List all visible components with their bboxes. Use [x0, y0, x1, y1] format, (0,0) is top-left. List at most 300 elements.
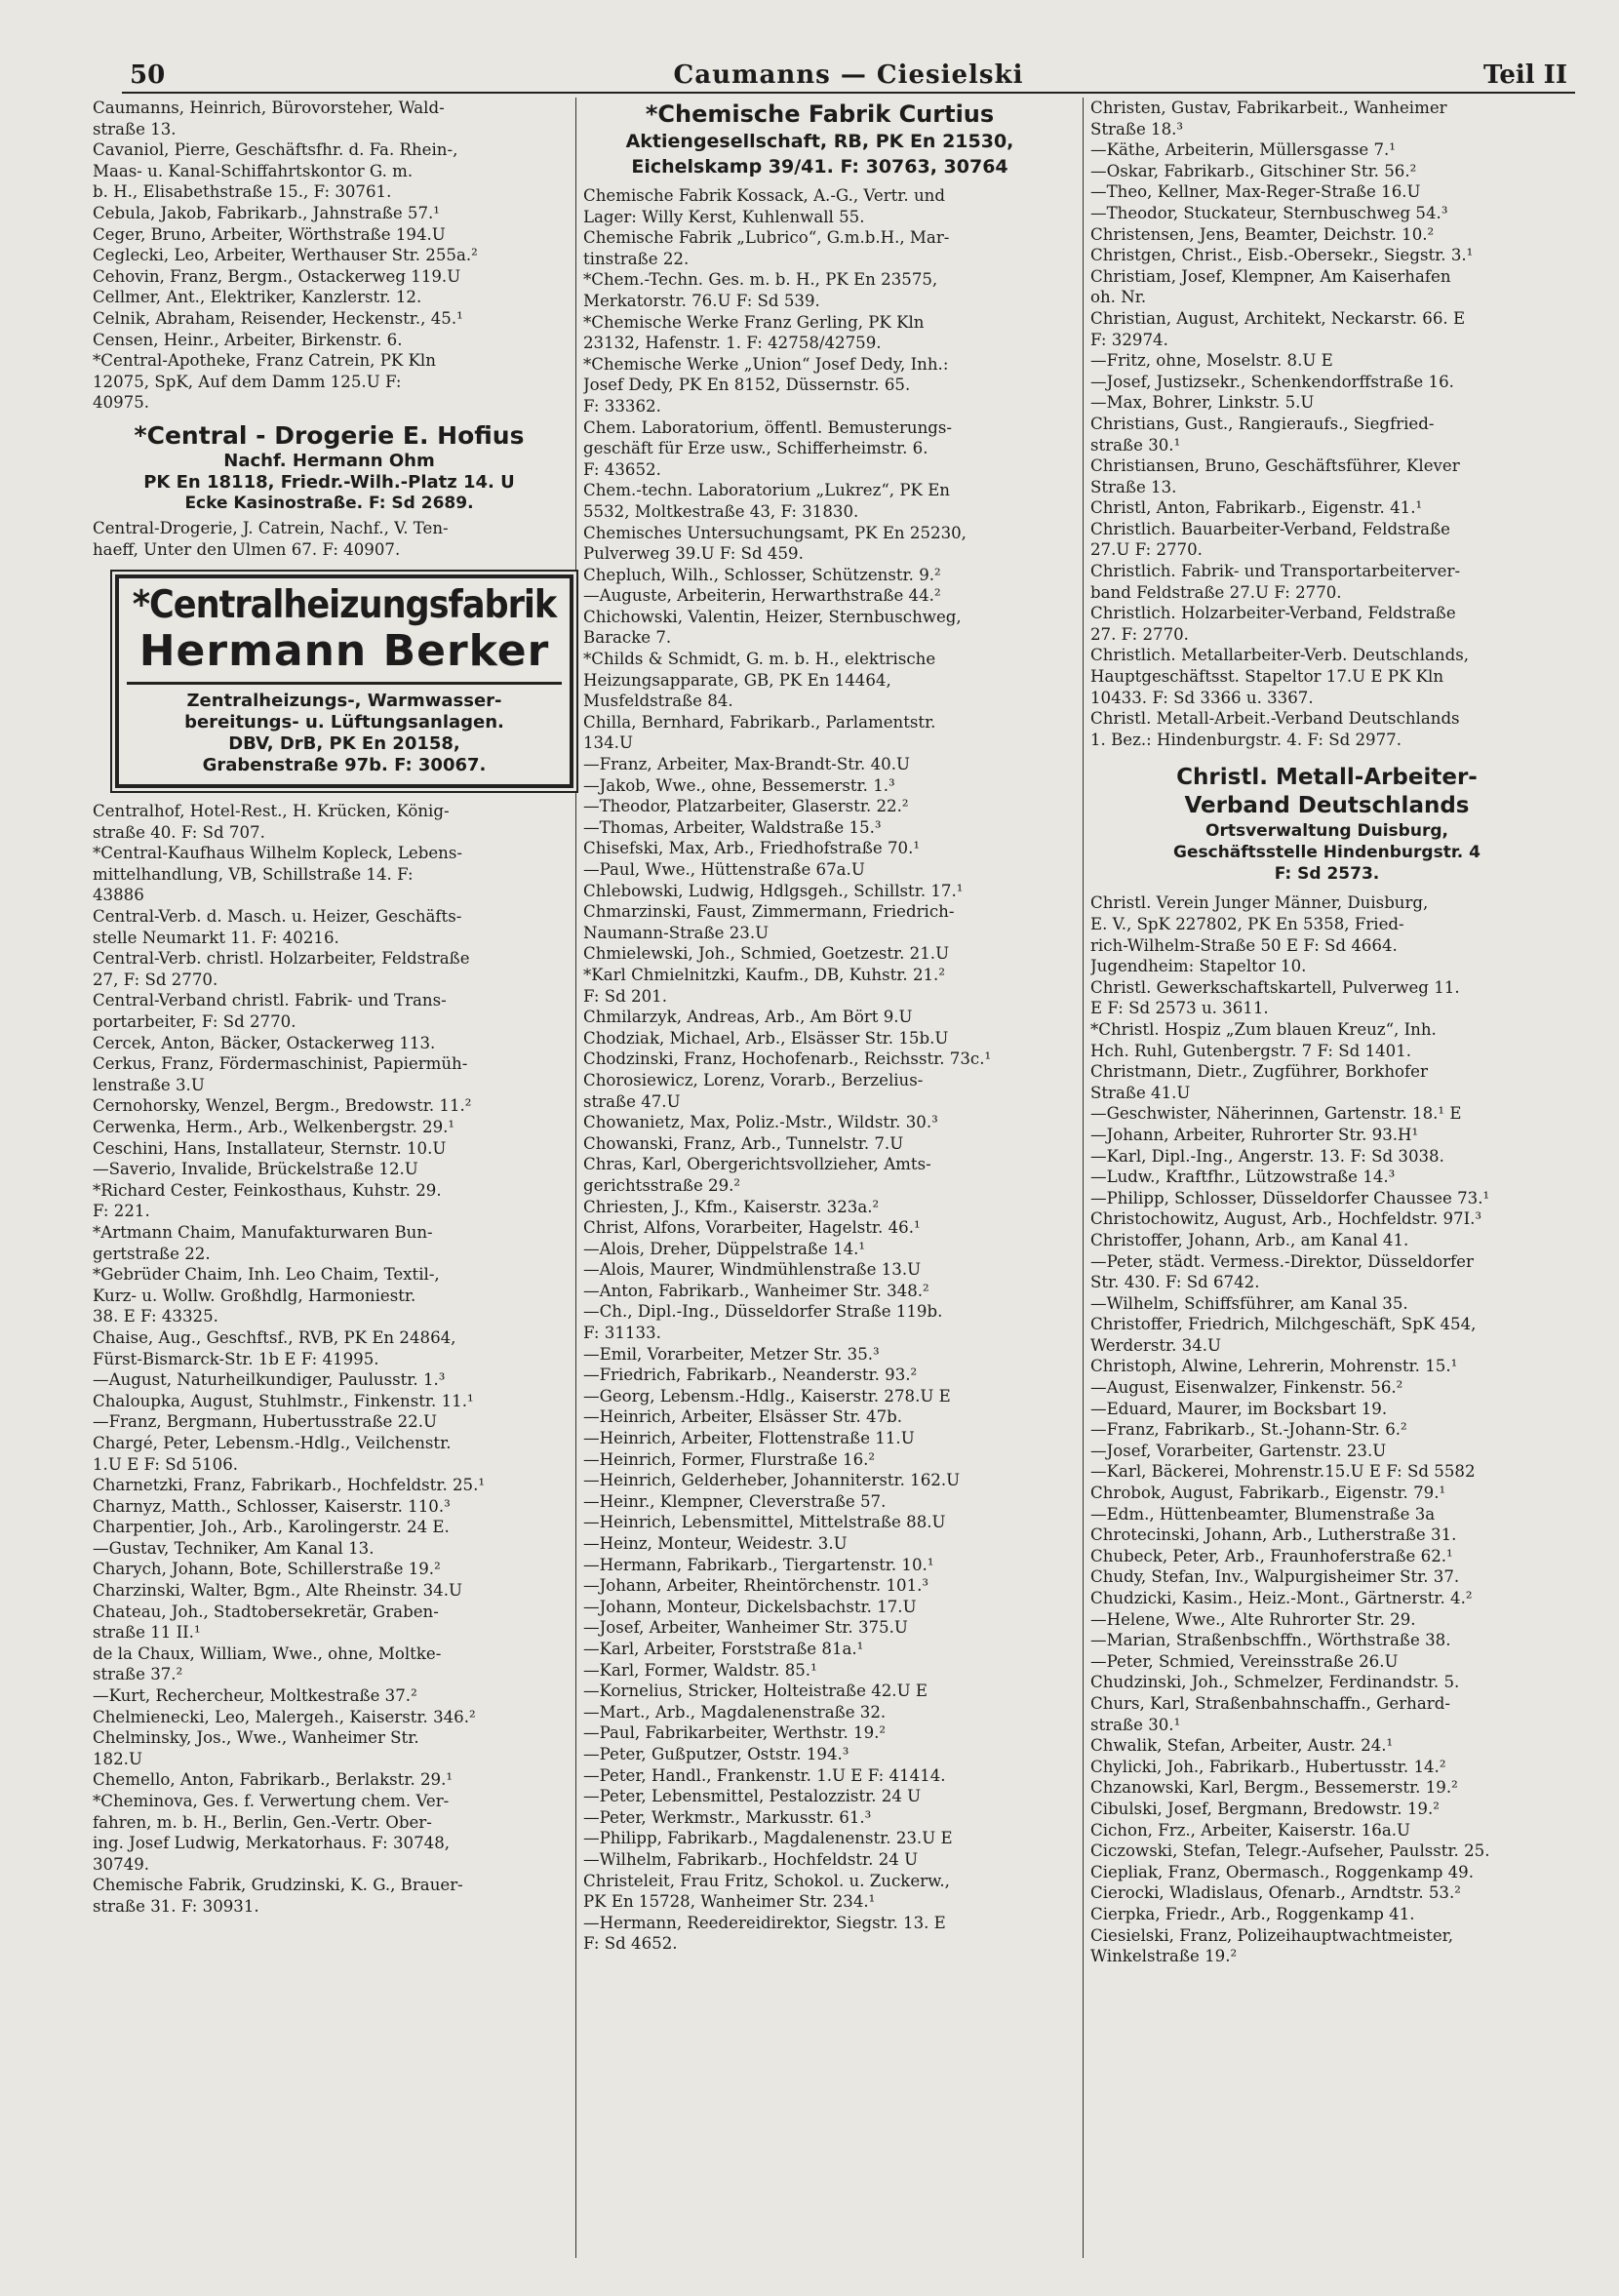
- directory-entry: [583, 1597, 1056, 1618]
- entry-line: *Chemische Werke Franz Gerling, PK Kln: [583, 312, 925, 332]
- directory-entry: [93, 287, 566, 308]
- directory-entry: [583, 1871, 1056, 1913]
- entry-line: —Anton, Fabrikarb., Wanheimer Str. 348.²: [583, 1281, 929, 1300]
- entry-line: 182.U: [93, 1749, 142, 1768]
- entry-line: —Franz, Fabrikarb., St.-Johann-Str. 6.²: [1090, 1420, 1407, 1440]
- directory-entry: [1090, 1672, 1563, 1693]
- directory-entry: [93, 1875, 566, 1917]
- entry-line: Christlich. Bauarbeiter-Verband, Feldstraße: [1090, 519, 1450, 538]
- entry-line: Chmielewski, Joh., Schmied, Goetzestr. 21.U: [583, 944, 950, 964]
- directory-entry: [1090, 1293, 1563, 1315]
- entry-line: ing. Josef Ludwig, Merkatorhaus. F: 30748,: [93, 1834, 451, 1853]
- directory-entry: [583, 585, 1056, 607]
- directory-entry: [583, 1639, 1056, 1660]
- directory-entry: [583, 227, 1056, 269]
- directory-entry: [583, 859, 1056, 881]
- entry-line: —Jakob, Wwe., ohne, Bessemerstr. 1.³: [583, 775, 895, 795]
- entry-line: Chubeck, Peter, Arb., Fraunhoferstraße 62.¹: [1090, 1546, 1453, 1565]
- entry-line: Christl. Verein Junger Männer, Duisburg,: [1090, 893, 1429, 913]
- entry-line: —Heinr., Klempner, Cleverstraße 57.: [583, 1491, 887, 1511]
- entry-line: straße 13.: [93, 119, 177, 139]
- entry-line: Chem. Laboratorium, öffentl. Bemusterungs-: [583, 417, 953, 437]
- ad-line: Nachf. Hermann Ohm: [223, 450, 435, 471]
- entry-line: —Theo, Kellner, Max-Reger-Straße 16.U: [1090, 182, 1421, 202]
- directory-entry: [583, 523, 1056, 565]
- directory-entry: [93, 350, 566, 414]
- directory-entry: [1090, 414, 1563, 455]
- entry-line: —Friedrich, Fabrikarb., Neanderstr. 93.²: [583, 1366, 918, 1385]
- directory-entry: [1090, 1146, 1563, 1168]
- directory-entry: [93, 948, 566, 990]
- entry-line: Christgen, Christ., Eisb.-Obersekr., Siegstr. 3.¹: [1090, 246, 1474, 265]
- directory-entry: [583, 417, 1056, 481]
- entry-line: —Hermann, Reedereidirektor, Siegstr. 13. E: [583, 1913, 946, 1932]
- directory-entry: [1090, 308, 1563, 350]
- directory-entry: [93, 1138, 566, 1160]
- entry-line: Chriesten, J., Kfm., Kaiserstr. 323a.²: [583, 1197, 880, 1216]
- entry-line: —Peter, Werkmstr., Markusstr. 61.³: [583, 1807, 872, 1827]
- entry-line: Charych, Johann, Bote, Schillerstraße 19.²: [93, 1560, 441, 1579]
- entry-line: Charnetzki, Franz, Fabrikarb., Hochfeldstr. 25.¹: [93, 1476, 486, 1495]
- directory-entry: [583, 838, 1056, 859]
- entry-line: Chras, Karl, Obergerichtsvollzieher, Amts-: [583, 1155, 931, 1174]
- page-number: 50: [130, 60, 166, 90]
- ad-line: Grabenstraße 97b. F: 30067.: [202, 755, 487, 776]
- entry-line: Christiam, Josef, Klempner, Am Kaiserhafen: [1090, 266, 1451, 286]
- ad-line: Aktiengesellschaft, RB, PK En 21530,: [625, 131, 1014, 152]
- entry-line: —Fritz, ohne, Moselstr. 8.U E: [1090, 351, 1333, 371]
- entry-line: —Heinrich, Lebensmittel, Mittelstraße 88.U: [583, 1513, 946, 1532]
- entry-line: straße 47.U: [583, 1091, 681, 1111]
- directory-entry: [583, 881, 1056, 902]
- entry-line: Charzinski, Walter, Bgm., Alte Rheinstr. 34.U: [93, 1581, 462, 1601]
- entry-line: *Gebrüder Chaim, Inh. Leo Chaim, Textil-,: [93, 1265, 440, 1285]
- directory-entry: [583, 1281, 1056, 1302]
- directory-entry: [93, 1643, 566, 1685]
- entry-line: Cierpka, Friedr., Arb., Roggenkamp 41.: [1090, 1904, 1415, 1923]
- directory-entry: [583, 1197, 1056, 1218]
- entry-line: 27. F: 2770.: [1090, 624, 1189, 644]
- entry-line: —Josef, Vorarbeiter, Gartenstr. 23.U: [1090, 1441, 1387, 1460]
- entry-line: E. V., SpK 227802, PK En 5358, Fried-: [1090, 915, 1404, 933]
- entry-line: Naumann-Straße 23.U: [583, 923, 770, 942]
- entry-line: Chemische Fabrik, Grudzinski, K. G., Brauer-: [93, 1876, 463, 1895]
- ad-line: Ortsverwaltung Duisburg,: [1205, 821, 1448, 842]
- entry-line: Christlich. Metallarbeiter-Verb. Deutschlands,: [1090, 646, 1469, 665]
- entry-line: —Heinrich, Arbeiter, Flottenstraße 11.U: [583, 1429, 915, 1448]
- entry-line: Ciesielski, Franz, Polizeihauptwachtmeister,: [1090, 1925, 1454, 1945]
- entry-line: 38. E F: 43325.: [93, 1307, 218, 1326]
- entry-line: Christl. Gewerkschaftskartell, Pulverweg 11.: [1090, 977, 1460, 997]
- directory-entry: [93, 1033, 566, 1054]
- entry-line: Central-Verband christl. Fabrik- und Trans-: [93, 991, 447, 1010]
- directory-entry: [583, 312, 1056, 354]
- directory-entry: [93, 1475, 566, 1496]
- entry-line: —August, Eisenwalzer, Finkenstr. 56.²: [1090, 1378, 1403, 1398]
- directory-entry: [93, 906, 566, 948]
- directory-entry: [1090, 1799, 1563, 1820]
- entry-line: —Johann, Arbeiter, Ruhrorter Str. 93.H¹: [1090, 1125, 1419, 1144]
- directory-entry: [583, 943, 1056, 965]
- entry-line: 1.U E F: Sd 5106.: [93, 1454, 239, 1474]
- entry-line: —Theodor, Stuckateur, Sternbuschweg 54.³: [1090, 203, 1448, 222]
- entry-line: Christochowitz, August, Arb., Hochfeldstr. 97I.³: [1090, 1209, 1482, 1229]
- entry-line: Christiansen, Bruno, Geschäftsführer, Klever: [1090, 456, 1460, 476]
- directory-entry: [583, 185, 1056, 227]
- entry-line: straße 30.¹: [1090, 1715, 1181, 1734]
- entry-line: *Central-Kaufhaus Wilhelm Kopleck, Lebens-: [93, 844, 462, 863]
- entry-line: Chem.-techn. Laboratorium „Lukrez“, PK En: [583, 481, 950, 500]
- page-header: [122, 59, 1575, 92]
- entry-line: Christl, Anton, Fabrikarb., Eigenstr. 41.¹: [1090, 498, 1423, 518]
- ad-title: Verband Deutschlands: [1184, 793, 1470, 819]
- directory-entry: [93, 801, 566, 843]
- entry-line: Chodzinski, Franz, Hochofenarb., Reichsstr. 73c.¹: [583, 1049, 992, 1069]
- directory-entry: [583, 1133, 1056, 1155]
- directory-entry: [1090, 497, 1563, 519]
- entry-line: —Marian, Straßenbschffn., Wörthstraße 38.: [1090, 1631, 1451, 1650]
- entry-line: Chaise, Aug., Geschftsf., RVB, PK En 24864,: [93, 1327, 456, 1347]
- directory-entry: [1090, 1188, 1563, 1209]
- ad-line: Geschäftsstelle Hindenburgstr. 4: [1173, 843, 1481, 863]
- entry-line: 43886: [93, 886, 144, 905]
- entry-line: —Mart., Arb., Magdalenenstraße 32.: [583, 1702, 887, 1722]
- directory-entry: [93, 245, 566, 266]
- entry-line: —Käthe, Arbeiterin, Müllersgasse 7.¹: [1090, 140, 1396, 160]
- entry-line: 30749.: [93, 1854, 150, 1874]
- entry-line: Cierocki, Wladislaus, Ofenarb., Arndtstr. 53.²: [1090, 1883, 1461, 1903]
- directory-entry: [583, 1512, 1056, 1533]
- directory-entry: [93, 518, 566, 560]
- entry-line: 1. Bez.: Hindenburgstr. 4. F: Sd 2977.: [1090, 730, 1402, 749]
- entry-line: —Peter, städt. Vermess.-Direktor, Düsseldorfer: [1090, 1251, 1474, 1271]
- entry-line: —Wilhelm, Fabrikarb., Hochfeldstr. 24 U: [583, 1849, 919, 1869]
- ad-central-drogerie: [93, 421, 566, 514]
- directory-entry: [583, 901, 1056, 943]
- entry-line: Musfeldstraße 84.: [583, 692, 733, 711]
- entry-line: Caumanns, Heinrich, Bürovorsteher, Wald-: [93, 99, 445, 117]
- entry-line: —August, Naturheilkundiger, Paulusstr. 1.³: [93, 1370, 446, 1390]
- ad-line: PK En 18118, Friedr.-Wilh.-Platz 14. U: [143, 471, 515, 493]
- entry-line: Chaloupka, August, Stuhlmstr., Finkenstr. 11.¹: [93, 1391, 474, 1410]
- entry-line: —Kornelius, Stricker, Holteistraße 42.U E: [583, 1682, 928, 1701]
- directory-entry: [93, 1538, 566, 1560]
- directory-entry: [583, 1491, 1056, 1513]
- directory-entry: [93, 266, 566, 288]
- entry-line: Chodziak, Michael, Arb., Elsässer Str. 15b.U: [583, 1028, 949, 1048]
- ad-title: *Central - Drogerie E. Hofius: [134, 420, 525, 450]
- directory-entry: [583, 712, 1056, 754]
- entry-line: —Paul, Wwe., Hüttenstraße 67a.U: [583, 860, 865, 879]
- entry-line: —Philipp, Schlosser, Düsseldorfer Chaussee 73.¹: [1090, 1188, 1490, 1207]
- directory-entry: [1090, 350, 1563, 372]
- entry-line: Chylicki, Joh., Fabrikarb., Hubertusstr. 14.²: [1090, 1757, 1446, 1776]
- directory-entry: [1090, 1251, 1563, 1293]
- ad-metallarbeiter-verband: [1090, 764, 1563, 885]
- directory-entry: [583, 775, 1056, 797]
- directory-entry: [1090, 203, 1563, 224]
- entry-line: —Josef, Justizsekr., Schenkendorffstraße 16.: [1090, 372, 1454, 391]
- entry-line: F: 43652.: [583, 459, 661, 479]
- directory-entry: [1090, 1167, 1563, 1188]
- entry-line: Werderstr. 34.U: [1090, 1335, 1222, 1355]
- directory-entry: [1090, 1125, 1563, 1146]
- ad-box-centralheizungsfabrik: [110, 570, 578, 793]
- entry-line: Chowanski, Franz, Arb., Tunnelstr. 7.U: [583, 1133, 904, 1153]
- entry-line: —Hermann, Fabrikarb., Tiergartenstr. 10.¹: [583, 1555, 934, 1574]
- directory-entry: [1090, 181, 1563, 203]
- entry-line: Celnik, Abraham, Reisender, Heckenstr., 45.¹: [93, 308, 463, 328]
- directory-entry: [583, 1722, 1056, 1744]
- entry-line: Chudzicki, Kasim., Heiz.-Mont., Gärtnerstr. 4.²: [1090, 1589, 1473, 1607]
- entry-line: rich-Wilhelm-Straße 50 E F: Sd 4664.: [1090, 935, 1398, 955]
- directory-entry: [1090, 1504, 1563, 1525]
- entry-line: Chrobok, August, Fabrikarb., Eigenstr. 79.¹: [1090, 1484, 1446, 1503]
- directory-entry: [93, 1327, 566, 1369]
- column-2: [583, 98, 1056, 1955]
- ad-line: Zentralheizungs-, Warmwasser-: [186, 691, 502, 712]
- directory-entry: [583, 1154, 1056, 1196]
- entry-line: —Peter, Gußputzer, Oststr. 194.³: [583, 1744, 849, 1763]
- directory-entry: [1090, 519, 1563, 561]
- directory-entry: [1090, 1588, 1563, 1609]
- entry-line: Christoph, Alwine, Lehrerin, Mohrenstr. 15.¹: [1090, 1357, 1458, 1376]
- directory-entry: [93, 1391, 566, 1412]
- directory-entry: [583, 1365, 1056, 1386]
- entry-line: Chmarzinski, Faust, Zimmermann, Friedrich-: [583, 902, 955, 922]
- entry-line: Christmann, Dietr., Zugführer, Borkhofer: [1090, 1062, 1428, 1082]
- directory-entry: [1090, 245, 1563, 266]
- entry-line: Str. 430. F: Sd 6742.: [1090, 1273, 1260, 1292]
- entry-line: Chemisches Untersuchungsamt, PK En 25230,: [583, 523, 967, 542]
- entry-line: straße 30.¹: [1090, 435, 1181, 455]
- entry-line: Chargé, Peter, Lebensm.-Hdlg., Veilchenstr.: [93, 1433, 452, 1452]
- entry-line: —Karl, Arbeiter, Forststraße 81a.¹: [583, 1639, 864, 1658]
- entry-line: 27.U F: 2770.: [1090, 540, 1203, 560]
- entry-line: geschäft für Erze usw., Schifferheimstr. 6.: [583, 439, 928, 458]
- directory-entry: [1090, 1546, 1563, 1567]
- directory-entry: [93, 843, 566, 906]
- entry-line: —Georg, Lebensm.-Hdlg., Kaiserstr. 278.U E: [583, 1386, 951, 1405]
- directory-entry: [1090, 1925, 1563, 1967]
- ad-line: DBV, DrB, PK En 20158,: [228, 733, 460, 755]
- entry-line: —Franz, Bergmann, Hubertusstraße 22.U: [93, 1412, 437, 1432]
- directory-entry: [583, 1702, 1056, 1723]
- entry-line: Cerwenka, Herm., Arb., Welkenbergstr. 29.¹: [93, 1118, 455, 1136]
- directory-entry: [583, 1660, 1056, 1682]
- entry-line: Censen, Heinr., Arbeiter, Birkenstr. 6.: [93, 330, 403, 349]
- entry-line: Centralhof, Hotel-Rest., H. Krücken, König-: [93, 802, 450, 821]
- entry-line: —Heinrich, Former, Flurstraße 16.²: [583, 1449, 876, 1469]
- directory-entry: [1090, 1609, 1563, 1631]
- entry-line: Baracke 7.: [583, 628, 672, 648]
- entry-line: Chmilarzyk, Andreas, Arb., Am Bört 9.U: [583, 1008, 913, 1027]
- entry-line: Christl. Metall-Arbeit.-Verband Deutschlands: [1090, 709, 1460, 729]
- entry-line: b. H., Elisabethstraße 15., F: 30761.: [93, 182, 392, 202]
- directory-entry: [93, 1411, 566, 1433]
- directory-entry: [93, 1769, 566, 1791]
- directory-entry: [1090, 266, 1563, 308]
- directory-entry: [583, 1406, 1056, 1428]
- directory-entry: [93, 1095, 566, 1117]
- directory-entry: [1090, 977, 1563, 1019]
- entry-line: —Helene, Wwe., Alte Ruhrorter Str. 29.: [1090, 1609, 1416, 1629]
- entry-line: *Childs & Schmidt, G. m. b. H., elektrische: [583, 650, 936, 669]
- entry-line: Christlich. Fabrik- und Transportarbeiterver-: [1090, 562, 1461, 581]
- entry-line: Cehovin, Franz, Bergm., Ostackerweg 119.U: [93, 266, 461, 286]
- entry-line: *Christl. Hospiz „Zum blauen Kreuz“, Inh.: [1090, 1019, 1437, 1039]
- entry-line: Ceschini, Hans, Installateur, Sternstr. 10.U: [93, 1138, 447, 1158]
- directory-entry: [1090, 161, 1563, 182]
- directory-entry: [1090, 372, 1563, 393]
- directory-entry: [1090, 561, 1563, 603]
- entry-line: Cibulski, Josef, Bergmann, Bredowstr. 19.²: [1090, 1799, 1440, 1818]
- column-divider: [1083, 98, 1084, 2258]
- entry-line: Chowanietz, Max, Poliz.-Mstr., Wildstr. 30.³: [583, 1113, 938, 1132]
- directory-entry: [583, 1617, 1056, 1639]
- entry-line: PK En 15728, Wanheimer Str. 234.¹: [583, 1892, 876, 1912]
- directory-entry: [1090, 1693, 1563, 1735]
- entry-line: Cavaniol, Pierre, Geschäftsfhr. d. Fa. Rhein-,: [93, 140, 458, 160]
- entry-line: de la Chaux, William, Wwe., ohne, Moltke-: [93, 1643, 442, 1663]
- entry-line: lenstraße 3.U: [93, 1075, 205, 1094]
- entry-line: Cebula, Jakob, Fabrikarb., Jahnstraße 57.¹: [93, 203, 440, 222]
- entry-line: portarbeiter, F: Sd 2770.: [93, 1012, 296, 1032]
- ad-title: *Centralheizungsfabrik: [132, 583, 557, 628]
- directory-entry: [583, 817, 1056, 839]
- entry-line: Chorosiewicz, Lorenz, Vorarb., Berzelius-: [583, 1070, 924, 1089]
- directory-entry: [583, 1028, 1056, 1049]
- directory-entry: [93, 1559, 566, 1580]
- entry-line: gerichtsstraße 29.²: [583, 1175, 741, 1195]
- directory-entry: [583, 607, 1056, 649]
- entry-line: F: 31133.: [583, 1324, 661, 1343]
- entry-line: —Ch., Dipl.-Ing., Düsseldorfer Straße 119b.: [583, 1302, 943, 1322]
- directory-entry: [583, 1533, 1056, 1555]
- directory-entry: [1090, 1441, 1563, 1462]
- directory-entry: [1090, 98, 1563, 139]
- entry-line: Ciepliak, Franz, Obermasch., Roggenkamp 49.: [1090, 1862, 1475, 1881]
- entry-line: —Karl, Bäckerei, Mohrenstr.15.U E F: Sd 5582: [1090, 1462, 1476, 1482]
- entry-line: —Heinz, Monteur, Weidestr. 3.U: [583, 1534, 848, 1553]
- entry-line: —Johann, Arbeiter, Rheintörchenstr. 101.³: [583, 1576, 929, 1596]
- directory-entry: [583, 1555, 1056, 1576]
- directory-entry: [93, 990, 566, 1032]
- directory-entry: [1090, 1862, 1563, 1883]
- entry-line: —Thomas, Arbeiter, Waldstraße 15.³: [583, 817, 882, 837]
- entry-line: —Heinrich, Gelderheber, Johanniterstr. 162.U: [583, 1471, 961, 1490]
- entry-line: Cercek, Anton, Bäcker, Ostackerweg 113.: [93, 1033, 436, 1052]
- directory-entry: [93, 1117, 566, 1138]
- entry-line: —Franz, Arbeiter, Max-Brandt-Str. 40.U: [583, 755, 910, 774]
- entry-line: gertstraße 22.: [93, 1244, 211, 1263]
- entry-line: Fürst-Bismarck-Str. 1b E F: 41995.: [93, 1349, 379, 1368]
- directory-entry: [583, 1428, 1056, 1449]
- directory-entry: [583, 1070, 1056, 1112]
- entry-line: *Central-Apotheke, Franz Catrein, PK Kln: [93, 351, 436, 371]
- directory-entry: [583, 1386, 1056, 1407]
- directory-entry: [583, 965, 1056, 1007]
- directory-entry: [93, 1602, 566, 1643]
- entry-line: Christeleit, Frau Fritz, Schokol. u. Zuckerw.,: [583, 1871, 950, 1890]
- entry-line: Ceglecki, Leo, Arbeiter, Werthauser Str. 255a.²: [93, 246, 478, 265]
- entry-line: Chateau, Joh., Stadtobersekretär, Graben-: [93, 1602, 439, 1621]
- entry-line: Central-Verb. christl. Holzarbeiter, Feldstraße: [93, 949, 470, 969]
- entry-line: Chemello, Anton, Fabrikarb., Berlakstr. 29.¹: [93, 1770, 454, 1790]
- entry-line: Chudzinski, Joh., Schmelzer, Ferdinandstr. 5.: [1090, 1673, 1460, 1692]
- directory-entry: [1090, 1524, 1563, 1546]
- directory-entry: [1090, 1483, 1563, 1504]
- directory-entry: [583, 1301, 1056, 1343]
- entry-line: Straße 13.: [1090, 477, 1177, 496]
- entry-line: Chilla, Bernhard, Fabrikarb., Parlamentstr.: [583, 712, 936, 732]
- entry-line: —Philipp, Fabrikarb., Magdalenenstr. 23.U E: [583, 1829, 953, 1848]
- entry-line: Chudy, Stefan, Inv., Walpurgisheimer Str. 37.: [1090, 1567, 1460, 1587]
- entry-line: Christians, Gust., Rangieraufs., Siegfried-: [1090, 414, 1435, 433]
- entry-line: Charnyz, Matth., Schlosser, Kaiserstr. 110.³: [93, 1496, 451, 1516]
- entry-line: Chelmienecki, Leo, Malergeh., Kaiserstr. 346.²: [93, 1707, 476, 1726]
- directory-entry: [1090, 1841, 1563, 1862]
- directory-entry: [1090, 1019, 1563, 1061]
- directory-entry: [583, 796, 1056, 817]
- directory-entry: [93, 330, 566, 351]
- entry-list: [583, 185, 1056, 1955]
- directory-entry: [1090, 1230, 1563, 1251]
- entry-list: [93, 518, 566, 560]
- directory-entry: [1090, 139, 1563, 161]
- entry-line: —Saverio, Invalide, Brückelstraße 12.U: [93, 1160, 418, 1179]
- directory-entry: [1090, 708, 1563, 750]
- entry-line: Chwalik, Stefan, Arbeiter, Austr. 24.¹: [1090, 1736, 1394, 1756]
- entry-line: —Auguste, Arbeiterin, Herwarthstraße 44.²: [583, 586, 941, 606]
- entry-line: straße 40. F: Sd 707.: [93, 822, 265, 842]
- entry-line: —Heinrich, Arbeiter, Elsässer Str. 47b.: [583, 1407, 903, 1427]
- entry-line: 40975.: [93, 393, 150, 413]
- entry-line: —Eduard, Maurer, im Bocksbart 19.: [1090, 1399, 1388, 1418]
- entry-line: —Emil, Vorarbeiter, Metzer Str. 35.³: [583, 1344, 880, 1364]
- directory-entry: [1090, 1630, 1563, 1651]
- directory-entry: [583, 649, 1056, 712]
- entry-line: F: Sd 201.: [583, 986, 667, 1006]
- directory-entry: [583, 1217, 1056, 1239]
- entry-list: [93, 801, 566, 1917]
- column-divider: [575, 98, 576, 2258]
- directory-entry: [93, 1264, 566, 1327]
- directory-entry: [583, 480, 1056, 522]
- entry-line: Hch. Ruhl, Gutenbergstr. 7 F: Sd 1401.: [1090, 1041, 1412, 1060]
- directory-entry: [93, 203, 566, 224]
- entry-line: 27, F: Sd 2770.: [93, 970, 218, 989]
- column-1: [93, 98, 566, 1918]
- directory-entry: [1090, 1103, 1563, 1125]
- entry-line: F: 33362.: [583, 396, 661, 416]
- entry-line: *Chemische Werke „Union“ Josef Dedy, Inh.:: [583, 354, 949, 374]
- ad-title: Hermann Berker: [138, 626, 550, 677]
- entry-line: straße 31. F: 30931.: [93, 1896, 259, 1916]
- entry-line: Christoffer, Johann, Arb., am Kanal 41.: [1090, 1230, 1409, 1249]
- directory-entry: [93, 1727, 566, 1769]
- ad-line: bereitungs- u. Lüftungsanlagen.: [184, 712, 504, 733]
- directory-entry: [1090, 1651, 1563, 1673]
- directory-entry: [1090, 224, 1563, 246]
- directory-entry: [583, 1807, 1056, 1829]
- directory-entry: [93, 98, 566, 139]
- entry-line: Straße 18.³: [1090, 119, 1184, 139]
- directory-entry: [583, 1849, 1056, 1871]
- ad-line: F: Sd 2573.: [1274, 864, 1380, 885]
- entry-line: —Paul, Fabrikarbeiter, Werthstr. 19.²: [583, 1723, 887, 1743]
- directory-entry: [93, 1159, 566, 1180]
